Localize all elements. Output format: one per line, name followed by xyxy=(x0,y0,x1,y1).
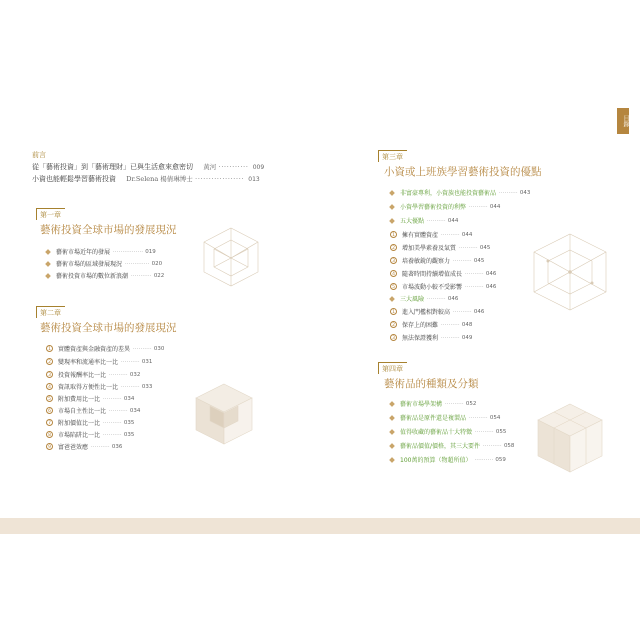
toc-entry[interactable] xyxy=(46,370,140,379)
page-number: 033 xyxy=(141,383,153,390)
number-marker: 4 xyxy=(390,270,397,277)
toc-entry[interactable] xyxy=(46,430,134,439)
diamond-bullet-icon xyxy=(389,296,395,302)
toc-entry-text: 藝術市場的區域發展現況 xyxy=(56,261,123,268)
diamond-bullet-icon xyxy=(45,249,51,255)
solid-cube-decoration xyxy=(186,376,262,452)
page-number: 034 xyxy=(123,395,135,402)
diamond-bullet-icon xyxy=(389,401,395,407)
toc-entry[interactable] xyxy=(46,382,152,391)
toc-entry-text: 藝術市場學架構 xyxy=(400,401,443,408)
page-number: 019 xyxy=(145,248,156,255)
leader-dots: ············· xyxy=(125,260,150,267)
leader-dots: ·········· xyxy=(133,345,152,352)
diamond-bullet-icon xyxy=(389,204,395,210)
toc-entry-text: 100萬的預算（物超所值） xyxy=(400,457,472,464)
number-marker: 8 xyxy=(46,431,53,438)
toc-entry-text: 附加費用比一比 xyxy=(58,396,101,403)
toc-entry[interactable] xyxy=(390,455,506,464)
toc-entry[interactable] xyxy=(46,406,140,415)
leader-dots: ·········· xyxy=(445,400,464,407)
leader-dots: ·········· xyxy=(103,431,122,438)
number-marker: 3 xyxy=(46,371,53,378)
chapter-tag: 第四章 xyxy=(378,362,407,374)
toc-entry[interactable] xyxy=(390,230,472,239)
page-number: 048 xyxy=(461,321,473,328)
number-marker: 1 xyxy=(390,231,397,238)
leader-dots: ·········· xyxy=(109,407,128,414)
toc-entry-text: 無法保證獲利 xyxy=(402,335,439,342)
toc-entry[interactable] xyxy=(390,202,500,211)
chapter-title: 藝術投資全球市場的發展現況 xyxy=(40,322,177,334)
toc-entry[interactable] xyxy=(46,418,134,427)
chapter-tag: 第一章 xyxy=(36,208,65,220)
toc-entry[interactable] xyxy=(390,256,484,265)
page-number: 046 xyxy=(485,283,497,290)
page-number: 030 xyxy=(153,345,165,352)
toc-entry[interactable] xyxy=(390,269,496,278)
number-marker: 1 xyxy=(46,345,53,352)
toc-entry-text: 藝術品價值/價格，其三大要件 xyxy=(400,443,481,450)
page-number: 022 xyxy=(153,272,165,279)
toc-entry[interactable] xyxy=(46,344,164,353)
toc-entry-text: 值得收藏的藝術品十大特徵 xyxy=(400,429,473,436)
leader-dots: ·········· xyxy=(475,428,494,435)
page-number: 044 xyxy=(447,217,459,224)
leader-dots: ·········· xyxy=(453,257,472,264)
number-marker: 2 xyxy=(46,358,53,365)
page-number: 052 xyxy=(465,400,477,407)
chapter-title: 藝術品的種類及分類 xyxy=(384,378,479,390)
page-number: 055 xyxy=(495,428,507,435)
toc-entry-text: 市場自主性比一比 xyxy=(58,408,107,415)
chapter-title: 藝術投資全球市場的發展現況 xyxy=(40,224,177,236)
preface-author: Dr.Selena 楊倩琳博士 xyxy=(126,175,193,183)
toc-entry[interactable] xyxy=(390,399,476,408)
toc-entry-text: 小資學習藝術投資的利弊 xyxy=(400,204,467,211)
chapter-tag: 第三章 xyxy=(378,150,407,162)
preface-line-text: 小資也能輕鬆學習藝術投資 xyxy=(32,175,116,183)
leader-dots: ·········· xyxy=(103,395,122,402)
page-number: 044 xyxy=(461,231,473,238)
chapter-tag: 第二章 xyxy=(36,306,65,318)
toc-entry-text: 三大風險 xyxy=(400,296,425,303)
wireframe-cube-decoration xyxy=(196,222,266,292)
number-marker: 2 xyxy=(390,321,397,328)
page-number: 044 xyxy=(489,203,501,210)
diamond-bullet-icon xyxy=(389,415,395,421)
toc-entry[interactable] xyxy=(46,247,156,256)
toc-entry[interactable] xyxy=(390,427,506,436)
toc-entry-text: 保存上的困難 xyxy=(402,322,439,329)
wireframe-cube-decoration xyxy=(528,230,612,314)
page-number: 049 xyxy=(461,334,473,341)
toc-entry[interactable] xyxy=(390,188,530,197)
leader-dots: ·········· xyxy=(453,308,472,315)
toc-entry-text: 藝術市場近年的發展 xyxy=(56,249,111,256)
toc-entry[interactable] xyxy=(390,294,458,303)
page-number: 032 xyxy=(129,371,141,378)
toc-entry-text: 富爸爸效應 xyxy=(58,444,89,451)
toc-entry-text: 五大優點 xyxy=(400,218,425,225)
toc-entry-text: 藝術品是原件還是複製品 xyxy=(400,415,467,422)
diamond-bullet-icon xyxy=(45,261,51,267)
toc-entry[interactable] xyxy=(390,320,472,329)
preface-line xyxy=(32,174,260,184)
toc-entry-text: 投資報酬率比一比 xyxy=(58,372,107,379)
leader-dots: ·········· xyxy=(469,203,488,210)
toc-entry[interactable] xyxy=(46,357,152,366)
leader-dots: ·········· xyxy=(499,189,518,196)
number-marker: 3 xyxy=(390,257,397,264)
leader-dots: ·········· xyxy=(459,244,478,251)
page-number: 036 xyxy=(111,443,123,450)
toc-entry[interactable] xyxy=(390,413,500,422)
leader-dots: ················ xyxy=(113,248,144,255)
number-marker: 5 xyxy=(46,395,53,402)
page-number: 031 xyxy=(141,358,153,365)
bottom-margin xyxy=(0,518,640,640)
toc-entry-text: 培養敏銳的觀察力 xyxy=(402,258,451,265)
toc-entry[interactable] xyxy=(390,441,514,450)
page-number: 046 xyxy=(473,308,485,315)
leader-dots: ··········· xyxy=(218,163,249,171)
toc-side-tab: 目錄 xyxy=(617,108,629,134)
preface-line-text: 從「藝術投資」到「藝術理財」已與生活愈來愈密切 xyxy=(32,163,193,171)
toc-entry-text: 隨著時間持續增值成長 xyxy=(402,271,463,278)
toc-entry[interactable] xyxy=(390,216,458,225)
leader-dots: ·········· xyxy=(121,358,140,365)
toc-entry-text: 市場陷阱比一比 xyxy=(58,432,101,439)
diamond-bullet-icon xyxy=(45,273,51,279)
diamond-bullet-icon xyxy=(389,190,395,196)
toc-entry-text: 進入門檻相對較高 xyxy=(402,309,451,316)
toc-entry-text: 非富豪專利，小資族也能投資藝術品 xyxy=(400,190,497,197)
page-number: 045 xyxy=(473,257,485,264)
toc-entry[interactable] xyxy=(46,442,122,451)
leader-dots: ·········· xyxy=(427,295,446,302)
toc-entry-text: 市場波動小較不受影響 xyxy=(402,284,463,291)
toc-entry-text: 資訊取得方便性比一比 xyxy=(58,384,119,391)
page-number: 046 xyxy=(485,270,497,277)
page-number: 020 xyxy=(151,260,163,267)
leader-dots: ·········· xyxy=(469,414,488,421)
number-marker: 9 xyxy=(46,443,53,450)
chapter-title: 小資或上班族學習藝術投資的優點 xyxy=(384,166,542,178)
decorative-band xyxy=(0,518,640,534)
preface-author: 黃河 xyxy=(203,163,217,171)
leader-dots: ·········· xyxy=(441,321,460,328)
toc-entry[interactable] xyxy=(390,307,484,316)
page-number: 045 xyxy=(479,244,491,251)
page-number: 009 xyxy=(252,164,265,171)
toc-entry[interactable] xyxy=(46,259,162,268)
page-number: 059 xyxy=(495,456,506,463)
page-number: 035 xyxy=(123,431,135,438)
toc-entry[interactable] xyxy=(46,271,164,280)
leader-dots: ··········· xyxy=(131,272,152,279)
page-number: 013 xyxy=(248,176,260,183)
diamond-bullet-icon xyxy=(389,443,395,449)
toc-entry-text: 擁有實體資產 xyxy=(402,232,439,239)
leader-dots: ·········· xyxy=(121,383,140,390)
diamond-bullet-icon xyxy=(389,218,395,224)
toc-entry[interactable] xyxy=(390,282,496,291)
solid-cube-decoration xyxy=(530,398,610,478)
leader-dots: ·········· xyxy=(109,371,128,378)
leader-dots: ·········· xyxy=(483,442,502,449)
toc-entry[interactable] xyxy=(390,333,472,342)
toc-entry-text: 實體資產與金融資產的差異 xyxy=(58,346,131,353)
preface-label: 前言 xyxy=(32,151,46,159)
page-number: 034 xyxy=(129,407,141,414)
page-number: 058 xyxy=(503,442,515,449)
leader-dots: ·········· xyxy=(441,231,460,238)
toc-entry[interactable] xyxy=(390,243,490,252)
number-marker: 4 xyxy=(46,383,53,390)
page-number: 046 xyxy=(447,295,459,302)
diamond-bullet-icon xyxy=(389,457,395,463)
leader-dots: ·········· xyxy=(427,217,446,224)
number-marker: 7 xyxy=(46,419,53,426)
toc-entry[interactable] xyxy=(46,394,134,403)
number-marker: 1 xyxy=(390,308,397,315)
leader-dots: ·········· xyxy=(91,443,110,450)
toc-entry-text: 增加美學素養及氣質 xyxy=(402,245,457,252)
number-marker: 3 xyxy=(390,334,397,341)
page-number: 043 xyxy=(519,189,531,196)
leader-dots: ·········· xyxy=(441,334,460,341)
number-marker: 5 xyxy=(390,283,397,290)
page-number: 035 xyxy=(123,419,135,426)
toc-entry-text: 附加價值比一比 xyxy=(58,420,101,427)
toc-entry-text: 變現率和流通率比一比 xyxy=(58,359,119,366)
leader-dots: ·················· xyxy=(195,175,245,183)
leader-dots: ·········· xyxy=(474,456,494,463)
leader-dots: ·········· xyxy=(103,419,122,426)
leader-dots: ·········· xyxy=(465,270,484,277)
number-marker: 2 xyxy=(390,244,397,251)
diamond-bullet-icon xyxy=(389,429,395,435)
page-number: 054 xyxy=(489,414,501,421)
toc-entry-text: 藝術投資市場的數位新浪潮 xyxy=(56,273,129,280)
preface-line xyxy=(32,162,264,172)
leader-dots: ·········· xyxy=(465,283,484,290)
number-marker: 6 xyxy=(46,407,53,414)
